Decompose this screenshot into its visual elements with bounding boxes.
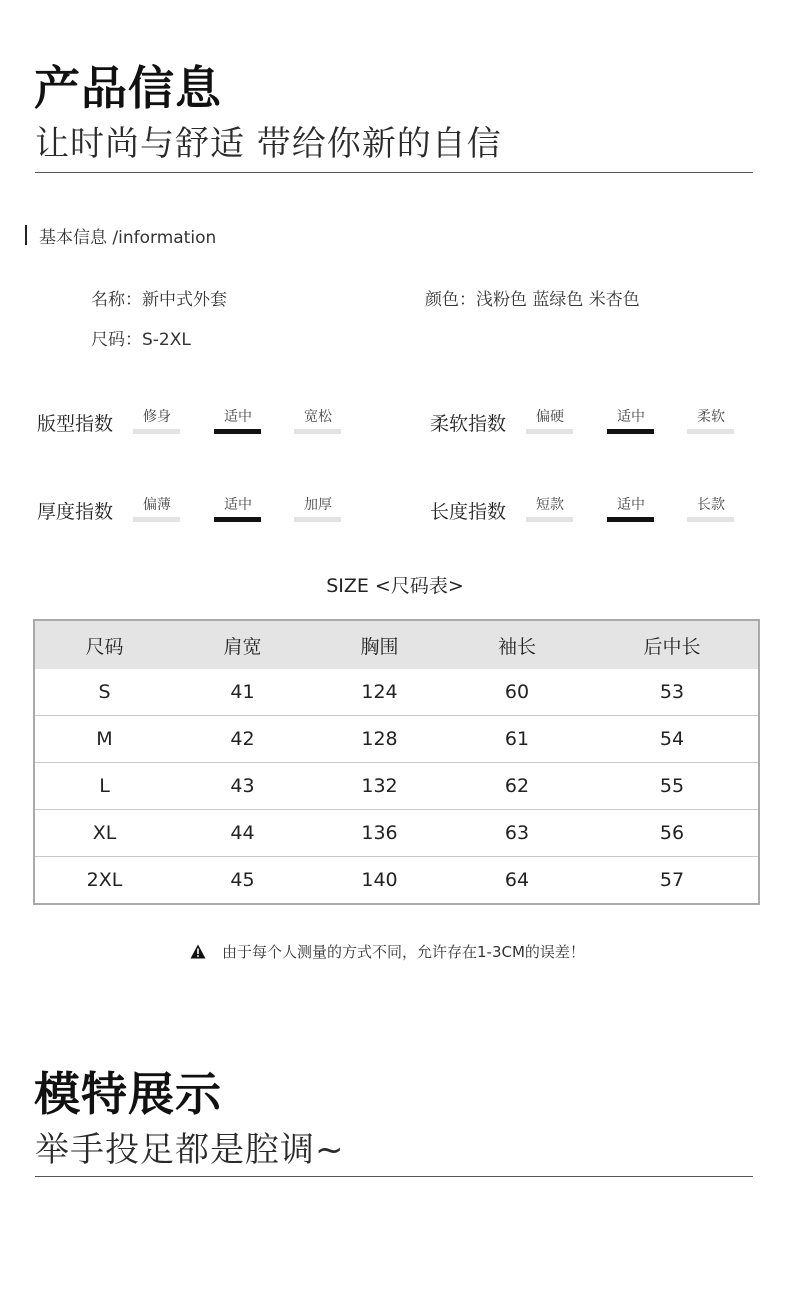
table-cell: 54 (586, 716, 759, 763)
table-cell: 64 (448, 857, 586, 905)
table-cell: 132 (311, 763, 448, 810)
size-table (33, 619, 760, 905)
table-cell: 42 (174, 716, 311, 763)
table-cell: 61 (448, 716, 586, 763)
header-divider (35, 172, 753, 173)
index-option-label: 适中 (224, 409, 252, 425)
table-cell: M (34, 716, 174, 763)
table-cell: 43 (174, 763, 311, 810)
index-option-bar (687, 517, 734, 522)
index-label: 柔软指数 (430, 413, 507, 435)
table-cell: XL (34, 810, 174, 857)
index-option-label: 长款 (697, 497, 725, 513)
notice-text: 由于每个人测量的方式不同，允许存在1-3CM的误差！ (222, 943, 585, 961)
table-cell: 124 (361, 681, 398, 703)
table-cell: 128 (311, 716, 448, 763)
table-cell: 2XL (34, 857, 174, 905)
index-option-label: 柔软 (697, 409, 725, 425)
index-option-bar-selected (214, 517, 261, 522)
index-option-label: 适中 (224, 497, 252, 513)
index-label: 厚度指数 (37, 501, 114, 523)
index-option-label: 偏薄 (143, 497, 171, 513)
index-option-label: 宽松 (304, 409, 332, 425)
table-cell: L (34, 763, 174, 810)
table-column-header: 胸围 (311, 620, 448, 669)
table-header-row (34, 620, 759, 669)
table-cell: 136 (311, 810, 448, 857)
table-cell: 55 (586, 763, 759, 810)
index-option-bar (526, 517, 573, 522)
table-cell: 63 (448, 810, 586, 857)
index-option-bar-selected (607, 429, 654, 434)
page-subtitle: 让时尚与舒适 带给你新的自信 (35, 124, 502, 164)
index-option-label: 偏硬 (536, 409, 564, 425)
index-label: 版型指数 (37, 413, 114, 435)
index-option-bar (133, 517, 180, 522)
index-option-bar (294, 517, 341, 522)
table-cell: 60 (504, 681, 530, 703)
table-column-header: 肩宽 (174, 620, 311, 669)
table-row (34, 810, 759, 857)
section-marker (25, 225, 27, 245)
index-option-label: 修身 (143, 409, 171, 425)
index-label: 长度指数 (430, 501, 507, 523)
table-cell: 57 (586, 857, 759, 905)
index-option-label: 加厚 (304, 497, 332, 513)
table-cell: 56 (586, 810, 759, 857)
table-cell: S (98, 681, 111, 703)
table-column-header: 尺码 (34, 620, 174, 669)
index-option-bar (687, 429, 734, 434)
size-chart-heading: SIZE <尺码表> (326, 575, 464, 597)
basic-info-heading: 基本信息 /information (39, 228, 217, 248)
notice (190, 941, 585, 962)
table-row (34, 669, 759, 716)
product-name: 名称：新中式外套 (91, 290, 227, 310)
model-section-title: 模特展示 (34, 1067, 222, 1121)
index-option-bar (526, 429, 573, 434)
index-option-bar (133, 429, 180, 434)
table-cell: 62 (448, 763, 586, 810)
warning-triangle-icon (190, 944, 206, 959)
table-row (34, 716, 759, 763)
table-column-header: 袖长 (448, 620, 586, 669)
page-title: 产品信息 (34, 61, 222, 115)
index-option-bar (294, 429, 341, 434)
index-option-label: 短款 (536, 497, 564, 513)
model-section-divider (35, 1176, 753, 1177)
table-cell: 140 (311, 857, 448, 905)
table-cell: 44 (174, 810, 311, 857)
table-column-header: 后中长 (586, 620, 759, 669)
table-row (34, 763, 759, 810)
index-option-bar-selected (214, 429, 261, 434)
table-row (34, 857, 759, 905)
index-option-label: 适中 (617, 497, 645, 513)
index-option-bar-selected (607, 517, 654, 522)
product-sizes: 尺码：S-2XL (91, 330, 191, 350)
table-cell: 41 (230, 681, 255, 703)
table-cell: 53 (659, 681, 685, 703)
model-section-subtitle: 举手投足都是腔调~ (35, 1130, 345, 1170)
product-colors: 颜色：浅粉色 蓝绿色 米杏色 (425, 290, 640, 310)
index-option-label: 适中 (617, 409, 645, 425)
table-cell: 45 (174, 857, 311, 905)
